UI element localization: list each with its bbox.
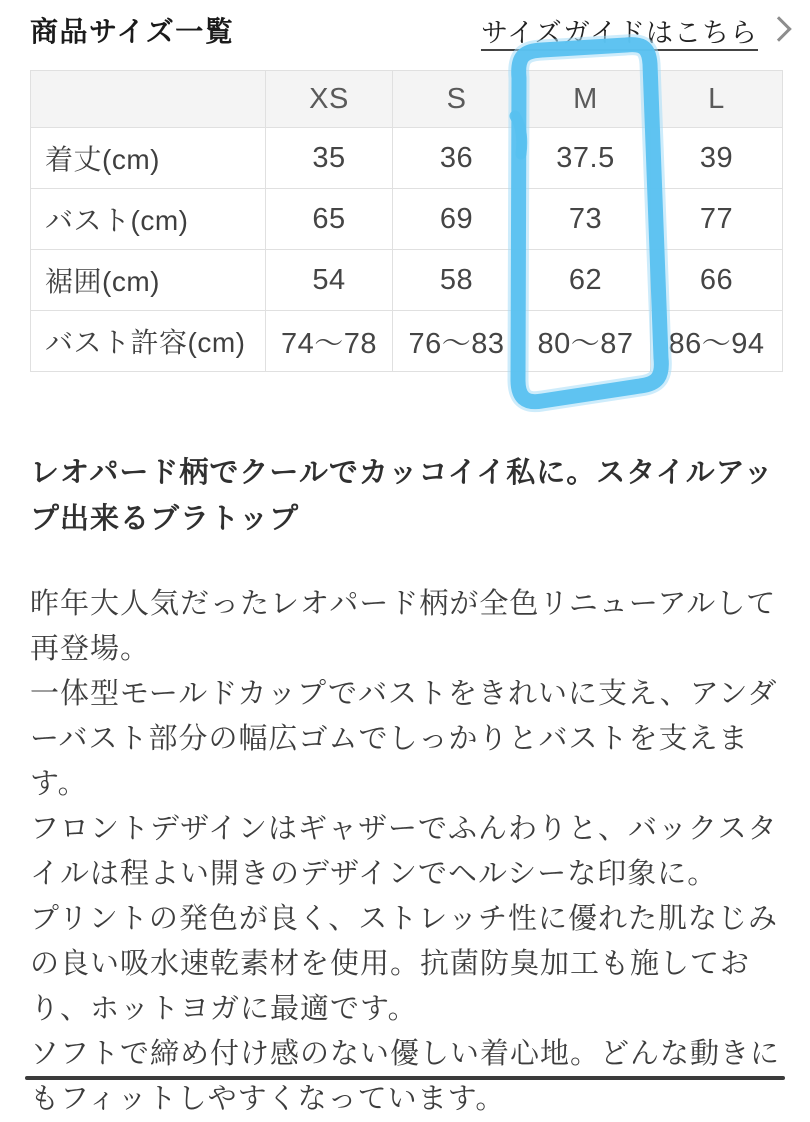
bottom-divider <box>25 1076 785 1080</box>
size-value: 80〜87 <box>521 311 651 372</box>
description-paragraph: プリントの発色が良く、ストレッチ性に優れた肌なじみの良い吸水速乾素材を使用。抗菌防臭加工も施しており、ホットヨガに最適です。 <box>30 903 778 1025</box>
column-header-XS: XS <box>266 71 393 128</box>
corner-cell <box>31 71 266 128</box>
row-label: 裾囲(cm) <box>31 250 266 311</box>
row-label: 着丈(cm) <box>31 128 266 189</box>
size-value: 37.5 <box>521 128 651 189</box>
size-value: 73 <box>521 189 651 250</box>
table-row <box>31 250 783 311</box>
description-paragraph: ソフトで締め付け感のない優しい着心地。どんな動きにもフィットしやすくなっています。 <box>30 1038 781 1115</box>
row-label: バスト(cm) <box>31 189 266 250</box>
size-value: 58 <box>393 250 521 311</box>
column-header-L: L <box>651 71 783 128</box>
size-value: 86〜94 <box>651 311 783 372</box>
size-value: 74〜78 <box>266 311 393 372</box>
size-value: 36 <box>393 128 521 189</box>
chevron-right-icon[interactable] <box>766 16 791 41</box>
size-value: 62 <box>521 250 651 311</box>
size-value: 54 <box>266 250 393 311</box>
size-guide-link[interactable] <box>481 11 788 50</box>
size-value: 35 <box>266 128 393 189</box>
table-row <box>31 311 783 372</box>
column-header-M: M <box>521 71 651 128</box>
size-value: 39 <box>651 128 783 189</box>
size-table <box>30 70 783 372</box>
description-paragraph: フロントデザインはギャザーでふんわりと、バックスタイルは程よい開きのデザインでヘルシーな印象に。 <box>30 813 778 890</box>
size-table-header-row <box>31 71 783 128</box>
table-row <box>31 189 783 250</box>
size-guide-link-label[interactable]: サイズガイドはこちら <box>480 17 758 48</box>
table-row <box>31 128 783 189</box>
row-label: バスト許容(cm) <box>31 311 266 372</box>
product-description-heading: レオパード柄でクールでカッコイイ私に。スタイルアップ出来るブラトップ <box>30 457 774 535</box>
size-value: 65 <box>266 189 393 250</box>
product-description-body <box>30 582 784 1122</box>
description-paragraph: 昨年大人気だったレオパード柄が全色リニューアルして再登場。 <box>30 588 777 665</box>
size-value: 76〜83 <box>393 311 521 372</box>
size-section-header <box>30 10 788 50</box>
description-paragraph: 一体型モールドカップでバストをきれいに支え、アンダーバスト部分の幅広ゴムでしっかりとバストを支えます。 <box>30 678 778 800</box>
page-title: 商品サイズ一覧 <box>30 16 235 47</box>
column-header-S: S <box>393 71 521 128</box>
size-value: 77 <box>651 189 783 250</box>
size-value: 66 <box>651 250 783 311</box>
size-value: 69 <box>393 189 521 250</box>
